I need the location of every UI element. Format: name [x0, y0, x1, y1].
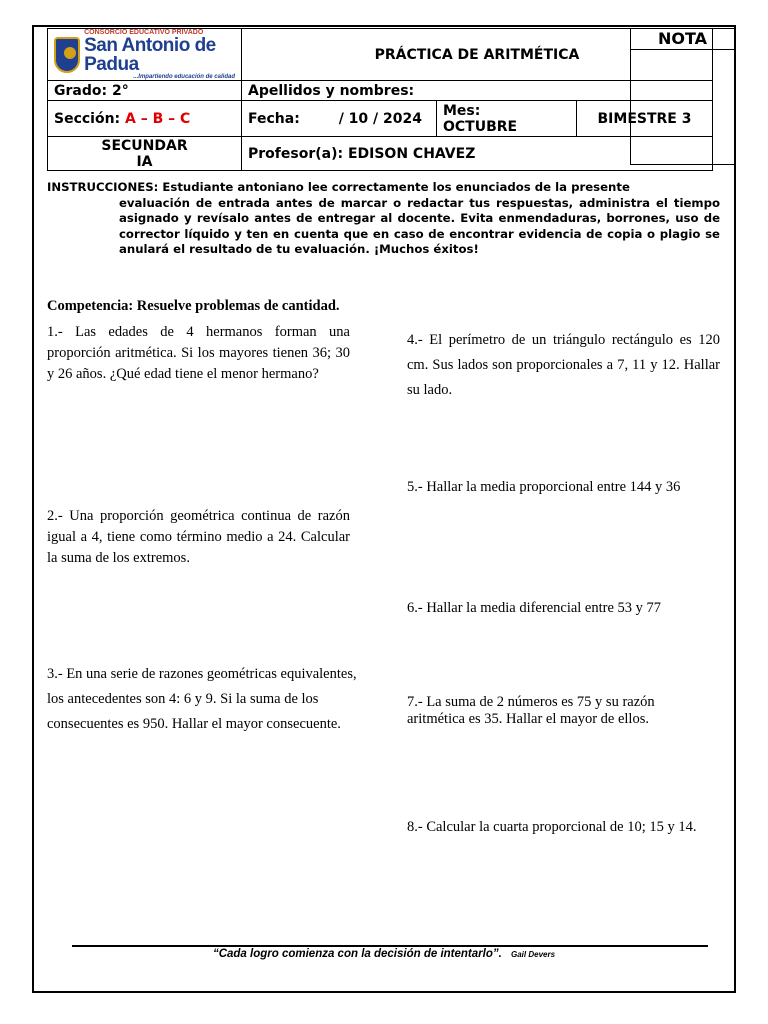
question-3: 3.- En una serie de razones geométricas equivalentes, los antecedentes son 4: 6 y 9. Si la suma de los consecuentes es 950. Hallar el mayor consecuente.	[47, 666, 357, 732]
mes-label: Mes:	[443, 102, 481, 119]
profesor-value: EDISON CHAVEZ	[347, 145, 476, 162]
instructions-label: INSTRUCCIONES:	[47, 180, 159, 194]
nivel-cell	[48, 137, 242, 171]
school-crest-icon	[54, 37, 80, 73]
footer-quote-text: “Cada logro comienza con la decisión de intentarlo”.	[212, 948, 502, 960]
mes-value: OCTUBRE	[443, 118, 518, 135]
grado-cell	[48, 81, 242, 101]
nota-box[interactable]	[630, 28, 735, 165]
fecha-label: Fecha:	[248, 110, 300, 127]
nivel-line2: IA	[136, 153, 153, 170]
seccion-cell	[48, 101, 242, 137]
question-6: 6.- Hallar la media diferencial entre 53 y 77	[407, 600, 662, 616]
profesor-label: Profesor(a):	[248, 145, 344, 162]
apellidos-field[interactable]: Apellidos y nombres:	[242, 81, 713, 101]
grado-value: 2°	[111, 82, 129, 99]
seccion-label: Sección:	[54, 110, 121, 127]
header-table	[47, 28, 713, 171]
question-2: 2.- Una proporción geométrica continua de razón igual a 4, tiene como término medio a 24. Calcular la suma de los extremos.	[47, 508, 350, 566]
grado-label: Grado:	[54, 82, 108, 99]
seccion-value: A – B – C	[125, 110, 191, 127]
question-8: 8.- Calcular la cuarta proporcional de 10; 15 y 14.	[407, 819, 697, 835]
footer-quote	[0, 948, 768, 960]
footer-divider	[72, 945, 708, 947]
logo-name: San Antonio de Padua	[84, 35, 216, 75]
nota-label: NOTA	[631, 29, 734, 50]
bimestre: BIMESTRE 3	[577, 101, 713, 137]
logo-top-text: CONSORCIO EDUCATIVO PRIVADO	[84, 29, 204, 36]
page-title: PRÁCTICA DE ARITMÉTICA	[242, 29, 713, 81]
footer-quote-author: Gail Devers	[511, 950, 556, 959]
fecha-field[interactable]	[242, 101, 437, 137]
question-5: 5.- Hallar la media proporcional entre 144 y 36	[407, 479, 681, 495]
question-7: 7.- La suma de 2 números es 75 y su razón aritmética es 35. Hallar el mayor de ellos.	[407, 694, 655, 727]
mes-cell	[437, 101, 577, 137]
instructions-first-line: Estudiante antoniano lee correctamente los enunciados de la presente	[162, 180, 630, 194]
fecha-value: / 10 / 2024	[338, 110, 422, 127]
question-4: 4.- El perímetro de un triángulo rectángulo es 120 cm. Sus lados son proporcionales a 7, 11 y 12. Hallar su lado.	[407, 332, 720, 398]
nivel-line1: SECUNDAR	[101, 137, 188, 154]
question-1: 1.- Las edades de 4 hermanos forman una proporción aritmética. Si los mayores tienen 36; 30 y 26 años. ¿Qué edad tiene el menor hermano?	[47, 324, 350, 382]
competencia: Competencia: Resuelve problemas de cantidad.	[47, 298, 340, 314]
instructions-body: evaluación de entrada antes de marcar o redactar tus respuestas, administra el tiempo asignado y revísalo antes de entregar al docente. Evita enmendaduras, borrones, uso de corrector líquido y ten en cuenta que en caso de encontrar evidencia de copia o plagio se anulará el resultado de tu evaluación. ¡Muchos éxitos!	[119, 195, 720, 256]
logo	[48, 29, 242, 81]
logo-motto: ...Impartiendo educación de calidad	[133, 74, 235, 80]
instructions	[47, 180, 720, 258]
